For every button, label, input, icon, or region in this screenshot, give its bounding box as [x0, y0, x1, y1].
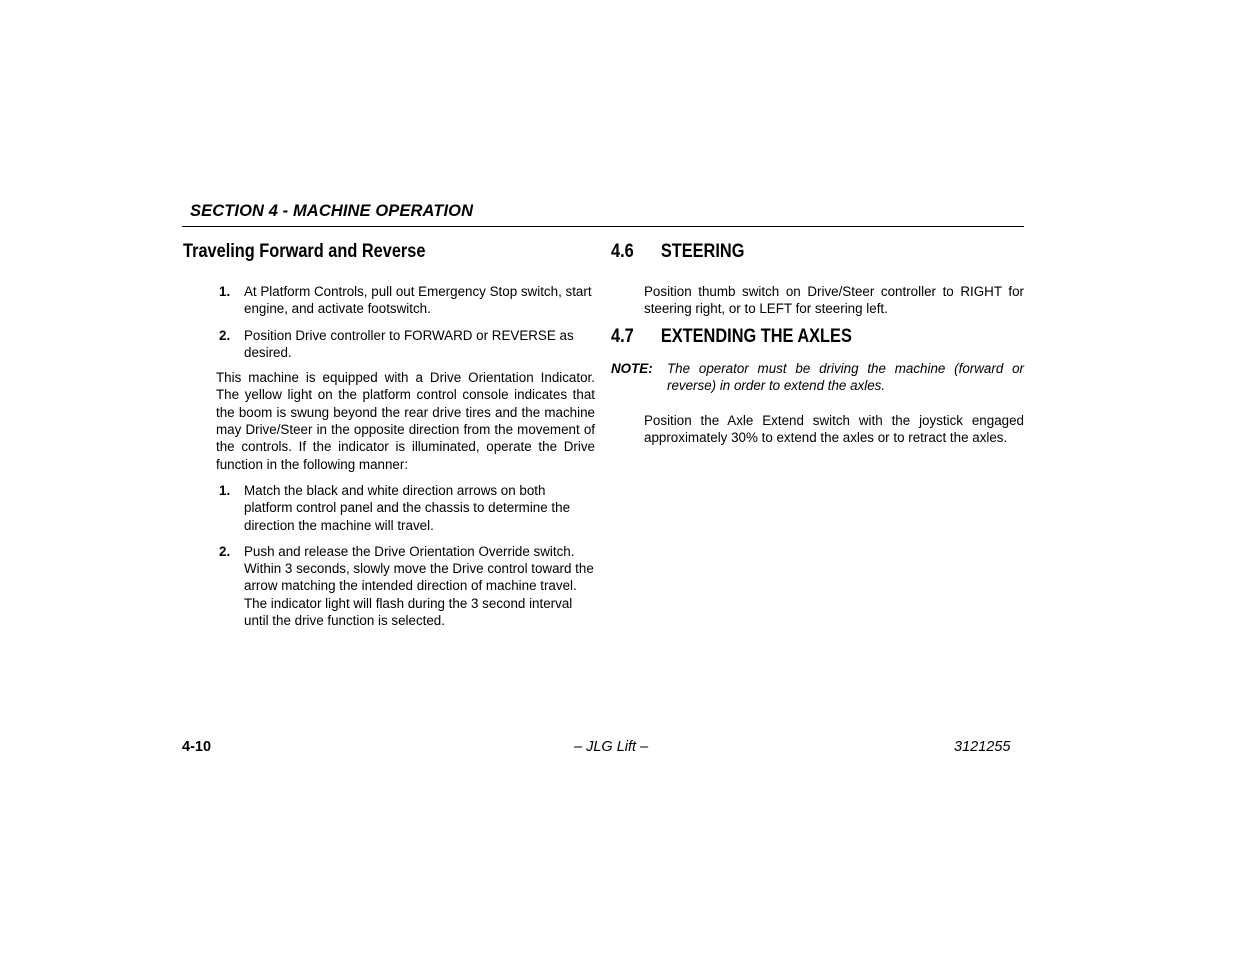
section-title: STEERING — [660, 241, 745, 262]
heading-extending-axles — [611, 325, 966, 349]
heading-steering — [611, 240, 966, 264]
step-text: Push and release the Drive Orientation Override switch. Within 3 seconds, slowly move the Drive control toward the arrow matching the intended direction of machine travel. The indicator light will flash during the 3 second interval until the drive function is selected. — [244, 543, 594, 629]
step-text: At Platform Controls, pull out Emergency Stop switch, start engine, and activate footswitch. — [244, 284, 592, 317]
note-block — [611, 360, 1024, 395]
document-number: 3121255 — [954, 739, 1011, 755]
step-text: Position Drive controller to FORWARD or REVERSE as desired. — [244, 327, 574, 360]
page-number: 4-10 — [182, 739, 212, 755]
step-number: 2. — [219, 543, 231, 559]
steps-list-b — [183, 482, 595, 629]
list-item — [183, 482, 595, 534]
section-number: 4.6 — [611, 241, 634, 262]
step-number: 2. — [219, 327, 231, 343]
note-text: The operator must be driving the machine (forward or reverse) in order to extend the axles. — [667, 360, 1024, 393]
step-number: 1. — [219, 284, 231, 299]
section-number: 4.7 — [611, 325, 634, 347]
paragraph-steering: Position thumb switch on Drive/Steer controller to RIGHT for steering right, or to LEFT for steering left. — [644, 284, 1024, 317]
step-text: Match the black and white direction arrows on both platform control panel and the chassis to determine the direction the machine will travel. — [244, 482, 571, 533]
list-item — [183, 283, 595, 318]
left-column — [183, 240, 595, 629]
section-header: SECTION 4 - MACHINE OPERATION — [190, 202, 474, 220]
steps-list-a — [183, 283, 595, 361]
paragraph-drive-orientation: This machine is equipped with a Drive Orientation Indicator. The yellow light on the platform control console indicates that the boom is swung beyond the rear drive tires and the machine may Drive/Steer in the opposite direction from the movement of the controls. If the indicator is illuminated, operate the Drive function in the following manner: — [216, 370, 595, 472]
step-number: 1. — [219, 482, 231, 498]
paragraph-axles: Position the Axle Extend switch with the joystick engaged approximately 30% to extend the axles or to retract the axles. — [644, 413, 1024, 446]
list-item — [183, 327, 595, 362]
header-rule — [182, 226, 1024, 227]
list-item — [183, 543, 595, 629]
note-label: NOTE: — [611, 360, 653, 376]
section-title: EXTENDING THE AXLES — [660, 325, 852, 347]
right-column — [611, 240, 1024, 447]
heading-traveling: Traveling Forward and Reverse — [183, 241, 426, 262]
footer-brand: – JLG Lift – — [574, 739, 649, 755]
